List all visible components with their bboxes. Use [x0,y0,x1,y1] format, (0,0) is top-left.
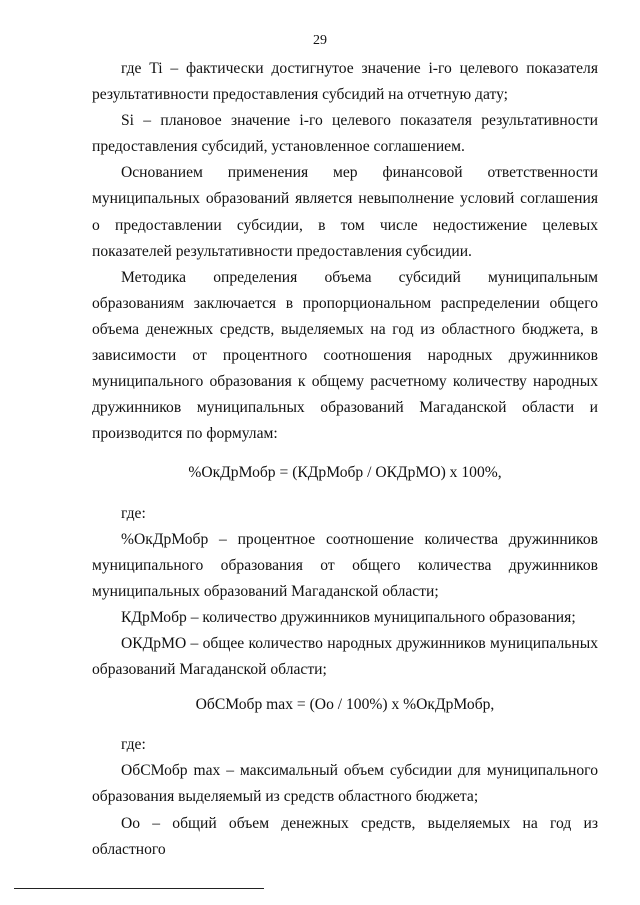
page-number: 29 [313,33,327,48]
paragraph-methodology: Методика определения объема субсидий муниципальным образованиям заключается в пропорциональном распределении общего объема денежных средств, выделяемых на год из областного бюджета, в зависимости от процентного соотношения народных дружинников муниципального образования к общему расчетному количеству народных дружинников муниципальных образований Магаданской области и производится по формулам: [92,268,598,443]
definition-obsmobr-max: ОбСМобр max – максимальный объем субсидии для муниципального образования выделяемый из средств областного бюджета; [92,762,598,806]
formula2-where-label: где: [121,736,146,754]
definition-oo: Оо – общий объем денежных средств, выделяемых на год из областного [92,814,598,858]
definition-okdrmo: ОКДрМО – общее количество народных дружинников муниципальных образований Магаданской области; [92,634,598,679]
footnote-separator-line [14,888,264,889]
formula1-where-label: где: [121,504,146,522]
formula-percent-druzhinniki: %ОкДрМобр = (КДрМобр / ОКДрМО) х 100%, [188,464,502,482]
paragraph-financial-responsibility: Основанием применения мер финансовой ответственности муниципальных образований является невыполнение условий соглашения о предоставлении субсидии, в том числе недостижение целевых показателей результативности предоставления субсидии. [92,164,598,260]
paragraph-ti-definition: где Ti – фактически достигнутое значение i-го целевого показателя результативности предоставления субсидий на отчетную дату; [92,60,598,104]
definition-okdrmobr: %ОкДрМобр – процентное соотношение количества дружинников муниципального образования от общего количества дружинников муниципальных образований Магаданской области; [92,530,598,600]
formula-max-subsidy: ОбСМобр max = (Оо / 100%) х %ОкДрМобр, [195,696,495,714]
definition-kdrmobr: КДрМобр – количество дружинников муниципального образования; [121,608,576,626]
paragraph-si-definition: Si – плановое значение i-го целевого показателя результативности предоставления субсидий, установленное соглашением. [92,112,598,156]
document-body [92,56,598,863]
